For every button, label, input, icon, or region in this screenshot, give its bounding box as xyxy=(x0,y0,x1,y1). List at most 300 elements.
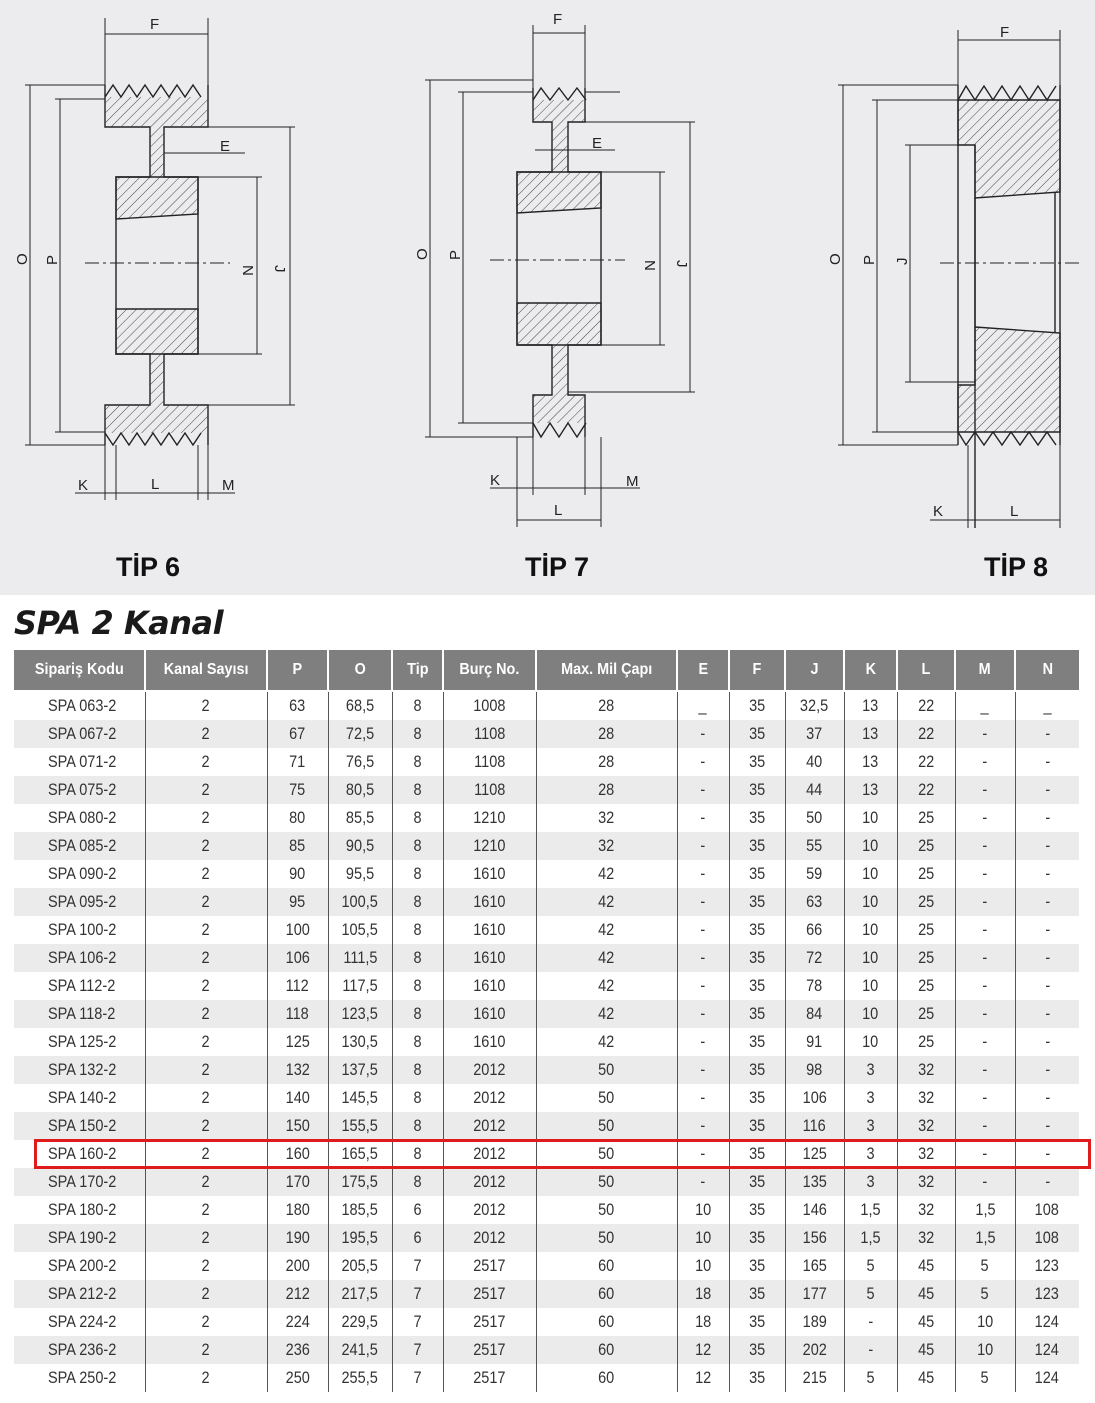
tip7-drawing xyxy=(425,25,695,527)
table-cell: 123 xyxy=(1015,1252,1079,1280)
table-cell: 8 xyxy=(392,888,443,916)
table-row xyxy=(14,832,1079,860)
table-row xyxy=(14,776,1079,804)
table-cell: 1,5 xyxy=(955,1224,1015,1252)
table-cell: 10 xyxy=(844,832,897,860)
table-cell: 50 xyxy=(536,1140,677,1168)
table-cell: 6 xyxy=(392,1224,443,1252)
table-cell: 22 xyxy=(897,720,955,748)
table-cell: - xyxy=(955,1000,1015,1028)
table-cell: 42 xyxy=(536,860,677,888)
table-cell: 165 xyxy=(785,1252,844,1280)
table-cell: - xyxy=(955,944,1015,972)
table-cell: 1610 xyxy=(443,860,536,888)
table-cell: 68,5 xyxy=(328,691,392,720)
table-row xyxy=(14,691,1079,720)
table-cell: SPA 132-2 xyxy=(14,1056,145,1084)
table-cell: 2 xyxy=(145,1140,267,1168)
table-cell: - xyxy=(955,888,1015,916)
tip8-label-p: P xyxy=(861,254,878,265)
table-cell: SPA 224-2 xyxy=(14,1308,145,1336)
table-cell: - xyxy=(677,860,729,888)
table-cell: 63 xyxy=(267,691,328,720)
table-cell: 60 xyxy=(536,1364,677,1392)
table-cell: SPA 100-2 xyxy=(14,916,145,944)
tip8-label-o: O xyxy=(827,253,844,265)
table-cell: 2012 xyxy=(443,1140,536,1168)
table-cell: 2 xyxy=(145,916,267,944)
table-cell: 32 xyxy=(897,1084,955,1112)
tip7-title: TİP 7 xyxy=(525,552,590,582)
table-cell: SPA 180-2 xyxy=(14,1196,145,1224)
table-cell: 5 xyxy=(844,1252,897,1280)
table-cell: 2517 xyxy=(443,1252,536,1280)
column-header: Tip xyxy=(392,650,443,691)
tip8-title: TİP 8 xyxy=(984,552,1049,582)
table-cell: 72 xyxy=(785,944,844,972)
table-cell: - xyxy=(955,804,1015,832)
table-cell: 13 xyxy=(844,720,897,748)
tip7-label-n: N xyxy=(641,260,658,271)
table-cell: 10 xyxy=(844,888,897,916)
table-cell: SPA 150-2 xyxy=(14,1112,145,1140)
table-cell: 42 xyxy=(536,1000,677,1028)
table-cell: 25 xyxy=(897,832,955,860)
table-cell: 1610 xyxy=(443,916,536,944)
table-cell: 132 xyxy=(267,1056,328,1084)
table-cell: 35 xyxy=(729,748,785,776)
table-cell: 160 xyxy=(267,1140,328,1168)
tip8-label-j: J xyxy=(894,257,911,265)
table-cell: 10 xyxy=(844,972,897,1000)
table-cell: 150 xyxy=(267,1112,328,1140)
table-cell: - xyxy=(955,972,1015,1000)
table-cell: 156 xyxy=(785,1224,844,1252)
table-cell: 32,5 xyxy=(785,691,844,720)
table-cell: 8 xyxy=(392,720,443,748)
table-cell: 1610 xyxy=(443,972,536,1000)
table-row xyxy=(14,1056,1079,1084)
table-cell: 108 xyxy=(1015,1224,1079,1252)
table-cell: 63 xyxy=(785,888,844,916)
table-cell: 175,5 xyxy=(328,1168,392,1196)
table-cell: 45 xyxy=(897,1280,955,1308)
table-cell: 32 xyxy=(897,1140,955,1168)
table-cell: SPA 112-2 xyxy=(14,972,145,1000)
table-cell: - xyxy=(1015,832,1079,860)
table-cell: 67 xyxy=(267,720,328,748)
table-cell: 95 xyxy=(267,888,328,916)
table-cell: SPA 125-2 xyxy=(14,1028,145,1056)
table-cell: 8 xyxy=(392,1028,443,1056)
table-cell: - xyxy=(955,776,1015,804)
table-cell: 13 xyxy=(844,748,897,776)
table-cell: 91 xyxy=(785,1028,844,1056)
table-cell: 45 xyxy=(897,1364,955,1392)
table-cell: 2 xyxy=(145,888,267,916)
table-cell: 116 xyxy=(785,1112,844,1140)
table-cell: 140 xyxy=(267,1084,328,1112)
table-cell: 66 xyxy=(785,916,844,944)
table-cell: 12 xyxy=(677,1336,729,1364)
table-cell: 8 xyxy=(392,1112,443,1140)
table-cell: 8 xyxy=(392,1140,443,1168)
table-cell: 35 xyxy=(729,776,785,804)
table-cell: 3 xyxy=(844,1056,897,1084)
table-cell: 2517 xyxy=(443,1308,536,1336)
table-cell: 105,5 xyxy=(328,916,392,944)
table-cell: 50 xyxy=(536,1056,677,1084)
table-cell: 8 xyxy=(392,916,443,944)
table-cell: 71 xyxy=(267,748,328,776)
tip7-label-k: K xyxy=(490,472,501,489)
table-cell: 22 xyxy=(897,691,955,720)
table-cell: 125 xyxy=(785,1140,844,1168)
table-cell: 1210 xyxy=(443,832,536,860)
table-cell: 2 xyxy=(145,1252,267,1280)
table-cell: 18 xyxy=(677,1308,729,1336)
table-cell: 90,5 xyxy=(328,832,392,860)
table-cell: 80 xyxy=(267,804,328,832)
table-cell: 3 xyxy=(844,1140,897,1168)
table-cell: 60 xyxy=(536,1336,677,1364)
table-cell: 10 xyxy=(955,1308,1015,1336)
table-cell: 123 xyxy=(1015,1280,1079,1308)
tip7-label-m: M xyxy=(626,473,639,490)
table-cell: SPA 160-2 xyxy=(14,1140,145,1168)
table-cell: 28 xyxy=(536,776,677,804)
table-cell: 32 xyxy=(536,832,677,860)
table-cell: - xyxy=(1015,916,1079,944)
table-cell: SPA 090-2 xyxy=(14,860,145,888)
table-cell: 2517 xyxy=(443,1280,536,1308)
table-cell: - xyxy=(1015,1140,1079,1168)
tip7-label-p: P xyxy=(447,249,464,260)
table-cell: 123,5 xyxy=(328,1000,392,1028)
table-cell: 28 xyxy=(536,720,677,748)
table-row xyxy=(14,748,1079,776)
table-cell: 2 xyxy=(145,1000,267,1028)
table-cell: 60 xyxy=(536,1280,677,1308)
table-cell: 195,5 xyxy=(328,1224,392,1252)
tip6-label-j: J xyxy=(271,265,288,273)
table-cell: - xyxy=(1015,1056,1079,1084)
table-cell: 35 xyxy=(729,1084,785,1112)
table-cell: - xyxy=(844,1336,897,1364)
table-cell: 3 xyxy=(844,1112,897,1140)
table-cell: 137,5 xyxy=(328,1056,392,1084)
table-cell: 5 xyxy=(955,1252,1015,1280)
table-cell: 59 xyxy=(785,860,844,888)
table-cell: 2 xyxy=(145,1336,267,1364)
tip7-label-f: F xyxy=(553,11,563,28)
table-cell: 13 xyxy=(844,776,897,804)
table-cell: 35 xyxy=(729,1224,785,1252)
table-cell: 10 xyxy=(844,1000,897,1028)
table-cell: 10 xyxy=(844,860,897,888)
table-row xyxy=(14,916,1079,944)
table-cell: 7 xyxy=(392,1336,443,1364)
table-cell: 35 xyxy=(729,1028,785,1056)
table-cell: 60 xyxy=(536,1252,677,1280)
table-cell: 98 xyxy=(785,1056,844,1084)
table-cell: 5 xyxy=(844,1280,897,1308)
tip8-label-k: K xyxy=(933,503,944,520)
table-cell: 124 xyxy=(1015,1364,1079,1392)
table-cell: 229,5 xyxy=(328,1308,392,1336)
table-cell: 2 xyxy=(145,1168,267,1196)
table-cell: SPA 071-2 xyxy=(14,748,145,776)
table-cell: 18 xyxy=(677,1280,729,1308)
table-cell: 2 xyxy=(145,860,267,888)
table-cell: 8 xyxy=(392,1084,443,1112)
tip6-drawing xyxy=(25,18,295,500)
table-cell: 28 xyxy=(536,691,677,720)
table-cell: 35 xyxy=(729,1308,785,1336)
table-cell: - xyxy=(677,972,729,1000)
tip7-label-o: O xyxy=(414,248,431,260)
table-cell: 1610 xyxy=(443,888,536,916)
table-cell: 35 xyxy=(729,1112,785,1140)
table-cell: 118 xyxy=(267,1000,328,1028)
table-cell: SPA 063-2 xyxy=(14,691,145,720)
table-cell: 1108 xyxy=(443,748,536,776)
table-cell: 100,5 xyxy=(328,888,392,916)
table-cell: 45 xyxy=(897,1252,955,1280)
table-cell: 2012 xyxy=(443,1056,536,1084)
table-cell: 2 xyxy=(145,972,267,1000)
table-cell: - xyxy=(1015,1168,1079,1196)
table-cell: SPA 200-2 xyxy=(14,1252,145,1280)
table-cell: 35 xyxy=(729,1168,785,1196)
table-cell: - xyxy=(1015,888,1079,916)
table-cell: 241,5 xyxy=(328,1336,392,1364)
table-cell: 44 xyxy=(785,776,844,804)
table-cell: 35 xyxy=(729,1252,785,1280)
table-cell: - xyxy=(1015,860,1079,888)
table-cell: 35 xyxy=(729,1000,785,1028)
table-row xyxy=(14,1000,1079,1028)
table-cell: 72,5 xyxy=(328,720,392,748)
table-cell: 3 xyxy=(844,1084,897,1112)
table-cell: 32 xyxy=(897,1224,955,1252)
table-cell: 8 xyxy=(392,1000,443,1028)
table-cell: 2 xyxy=(145,832,267,860)
table-cell: - xyxy=(677,1168,729,1196)
table-cell: - xyxy=(1015,748,1079,776)
column-header: E xyxy=(677,650,729,691)
table-cell: 202 xyxy=(785,1336,844,1364)
table-cell: 22 xyxy=(897,776,955,804)
table-cell: 111,5 xyxy=(328,944,392,972)
table-cell: 10 xyxy=(844,916,897,944)
tip6-label-m: M xyxy=(222,477,235,494)
table-cell: - xyxy=(677,1084,729,1112)
column-header: F xyxy=(729,650,785,691)
column-header: L xyxy=(897,650,955,691)
table-cell: 28 xyxy=(536,748,677,776)
tip8-label-f: F xyxy=(1000,24,1010,41)
table-cell: 35 xyxy=(729,832,785,860)
table-cell: 32 xyxy=(897,1112,955,1140)
table-cell: SPA 212-2 xyxy=(14,1280,145,1308)
tip8-label-l: L xyxy=(1010,503,1019,520)
table-row xyxy=(14,944,1079,972)
column-header: Burç No. xyxy=(443,650,536,691)
table-cell: _ xyxy=(1015,691,1079,720)
table-cell: - xyxy=(1015,1000,1079,1028)
table-cell: 50 xyxy=(536,1084,677,1112)
table-cell: - xyxy=(677,832,729,860)
table-cell: 35 xyxy=(729,1364,785,1392)
table-cell: 8 xyxy=(392,691,443,720)
table-cell: 1610 xyxy=(443,1028,536,1056)
table-row xyxy=(14,1280,1079,1308)
table-cell: SPA 067-2 xyxy=(14,720,145,748)
table-cell: 2 xyxy=(145,1112,267,1140)
table-row xyxy=(14,1112,1079,1140)
table-cell: 124 xyxy=(1015,1336,1079,1364)
table-cell: 50 xyxy=(536,1168,677,1196)
table-cell: 32 xyxy=(536,804,677,832)
table-cell: 85 xyxy=(267,832,328,860)
table-cell: 2012 xyxy=(443,1084,536,1112)
table-cell: - xyxy=(955,916,1015,944)
tip6-title: TİP 6 xyxy=(116,552,181,582)
table-row xyxy=(14,1308,1079,1336)
table-cell: SPA 140-2 xyxy=(14,1084,145,1112)
table-cell: 10 xyxy=(677,1252,729,1280)
table-cell: 25 xyxy=(897,888,955,916)
table-cell: 124 xyxy=(1015,1308,1079,1336)
table-cell: 2517 xyxy=(443,1336,536,1364)
tip7-label-j: J xyxy=(673,260,690,268)
table-cell: 2 xyxy=(145,776,267,804)
table-cell: 145,5 xyxy=(328,1084,392,1112)
table-row xyxy=(14,804,1079,832)
table-cell: SPA 106-2 xyxy=(14,944,145,972)
table-cell: 117,5 xyxy=(328,972,392,1000)
column-header: O xyxy=(328,650,392,691)
table-row xyxy=(14,720,1079,748)
table-cell: 185,5 xyxy=(328,1196,392,1224)
table-cell: 76,5 xyxy=(328,748,392,776)
table-cell: 2 xyxy=(145,691,267,720)
tip6-label-e: E xyxy=(220,138,231,155)
table-cell: 236 xyxy=(267,1336,328,1364)
table-cell: - xyxy=(955,1140,1015,1168)
table-cell: 8 xyxy=(392,1056,443,1084)
table-cell: 190 xyxy=(267,1224,328,1252)
table-cell: 35 xyxy=(729,1140,785,1168)
table-cell: 2 xyxy=(145,720,267,748)
table-cell: 95,5 xyxy=(328,860,392,888)
table-cell: 189 xyxy=(785,1308,844,1336)
table-cell: - xyxy=(955,720,1015,748)
table-cell: 35 xyxy=(729,916,785,944)
table-cell: 32 xyxy=(897,1056,955,1084)
table-cell: - xyxy=(955,1168,1015,1196)
table-cell: SPA 170-2 xyxy=(14,1168,145,1196)
table-cell: 6 xyxy=(392,1196,443,1224)
table-cell: - xyxy=(1015,1028,1079,1056)
table-cell: SPA 236-2 xyxy=(14,1336,145,1364)
table-cell: SPA 190-2 xyxy=(14,1224,145,1252)
table-cell: 224 xyxy=(267,1308,328,1336)
table-row xyxy=(14,972,1079,1000)
table-cell: 2 xyxy=(145,944,267,972)
table-row xyxy=(14,888,1079,916)
table-row-highlighted xyxy=(14,1140,1079,1168)
table-cell: 42 xyxy=(536,888,677,916)
table-cell: - xyxy=(1015,804,1079,832)
table-row xyxy=(14,1168,1079,1196)
table-cell: 55 xyxy=(785,832,844,860)
table-cell: 2 xyxy=(145,1028,267,1056)
table-cell: - xyxy=(677,1112,729,1140)
table-cell: 180 xyxy=(267,1196,328,1224)
table-cell: 255,5 xyxy=(328,1364,392,1392)
column-header: M xyxy=(955,650,1015,691)
table-cell: 78 xyxy=(785,972,844,1000)
table-cell: 85,5 xyxy=(328,804,392,832)
table-cell: 177 xyxy=(785,1280,844,1308)
table-cell: 10 xyxy=(955,1336,1015,1364)
table-cell: - xyxy=(677,720,729,748)
table-cell: 35 xyxy=(729,691,785,720)
table-cell: _ xyxy=(955,691,1015,720)
table-cell: 25 xyxy=(897,804,955,832)
table-cell: - xyxy=(1015,944,1079,972)
table-cell: - xyxy=(955,1084,1015,1112)
table-cell: 7 xyxy=(392,1308,443,1336)
table-cell: 217,5 xyxy=(328,1280,392,1308)
table-cell: 35 xyxy=(729,1056,785,1084)
table-cell: 35 xyxy=(729,804,785,832)
table-cell: 5 xyxy=(955,1364,1015,1392)
table-cell: - xyxy=(677,1000,729,1028)
table-cell: - xyxy=(1015,720,1079,748)
table-cell: 2 xyxy=(145,1364,267,1392)
table-cell: 2517 xyxy=(443,1364,536,1392)
table-cell: - xyxy=(677,748,729,776)
table-cell: 2 xyxy=(145,1224,267,1252)
table-cell: 8 xyxy=(392,804,443,832)
table-cell: 32 xyxy=(897,1168,955,1196)
tip6-label-o: O xyxy=(14,253,31,265)
table-cell: - xyxy=(677,1140,729,1168)
table-cell: - xyxy=(955,1056,1015,1084)
table-cell: _ xyxy=(677,691,729,720)
table-cell: 100 xyxy=(267,916,328,944)
table-row xyxy=(14,1196,1079,1224)
table-cell: - xyxy=(677,888,729,916)
table-cell: 1210 xyxy=(443,804,536,832)
table-row xyxy=(14,1364,1079,1392)
column-header: Kanal Sayısı xyxy=(145,650,267,691)
column-header: K xyxy=(844,650,897,691)
table-cell: 1008 xyxy=(443,691,536,720)
table-cell: 25 xyxy=(897,1028,955,1056)
tip6-label-p: P xyxy=(44,254,61,265)
table-cell: SPA 250-2 xyxy=(14,1364,145,1392)
table-cell: 130,5 xyxy=(328,1028,392,1056)
tip7-label-e: E xyxy=(592,135,603,152)
table-cell: - xyxy=(1015,972,1079,1000)
table-cell: 205,5 xyxy=(328,1252,392,1280)
table-cell: - xyxy=(677,776,729,804)
table-cell: 25 xyxy=(897,916,955,944)
